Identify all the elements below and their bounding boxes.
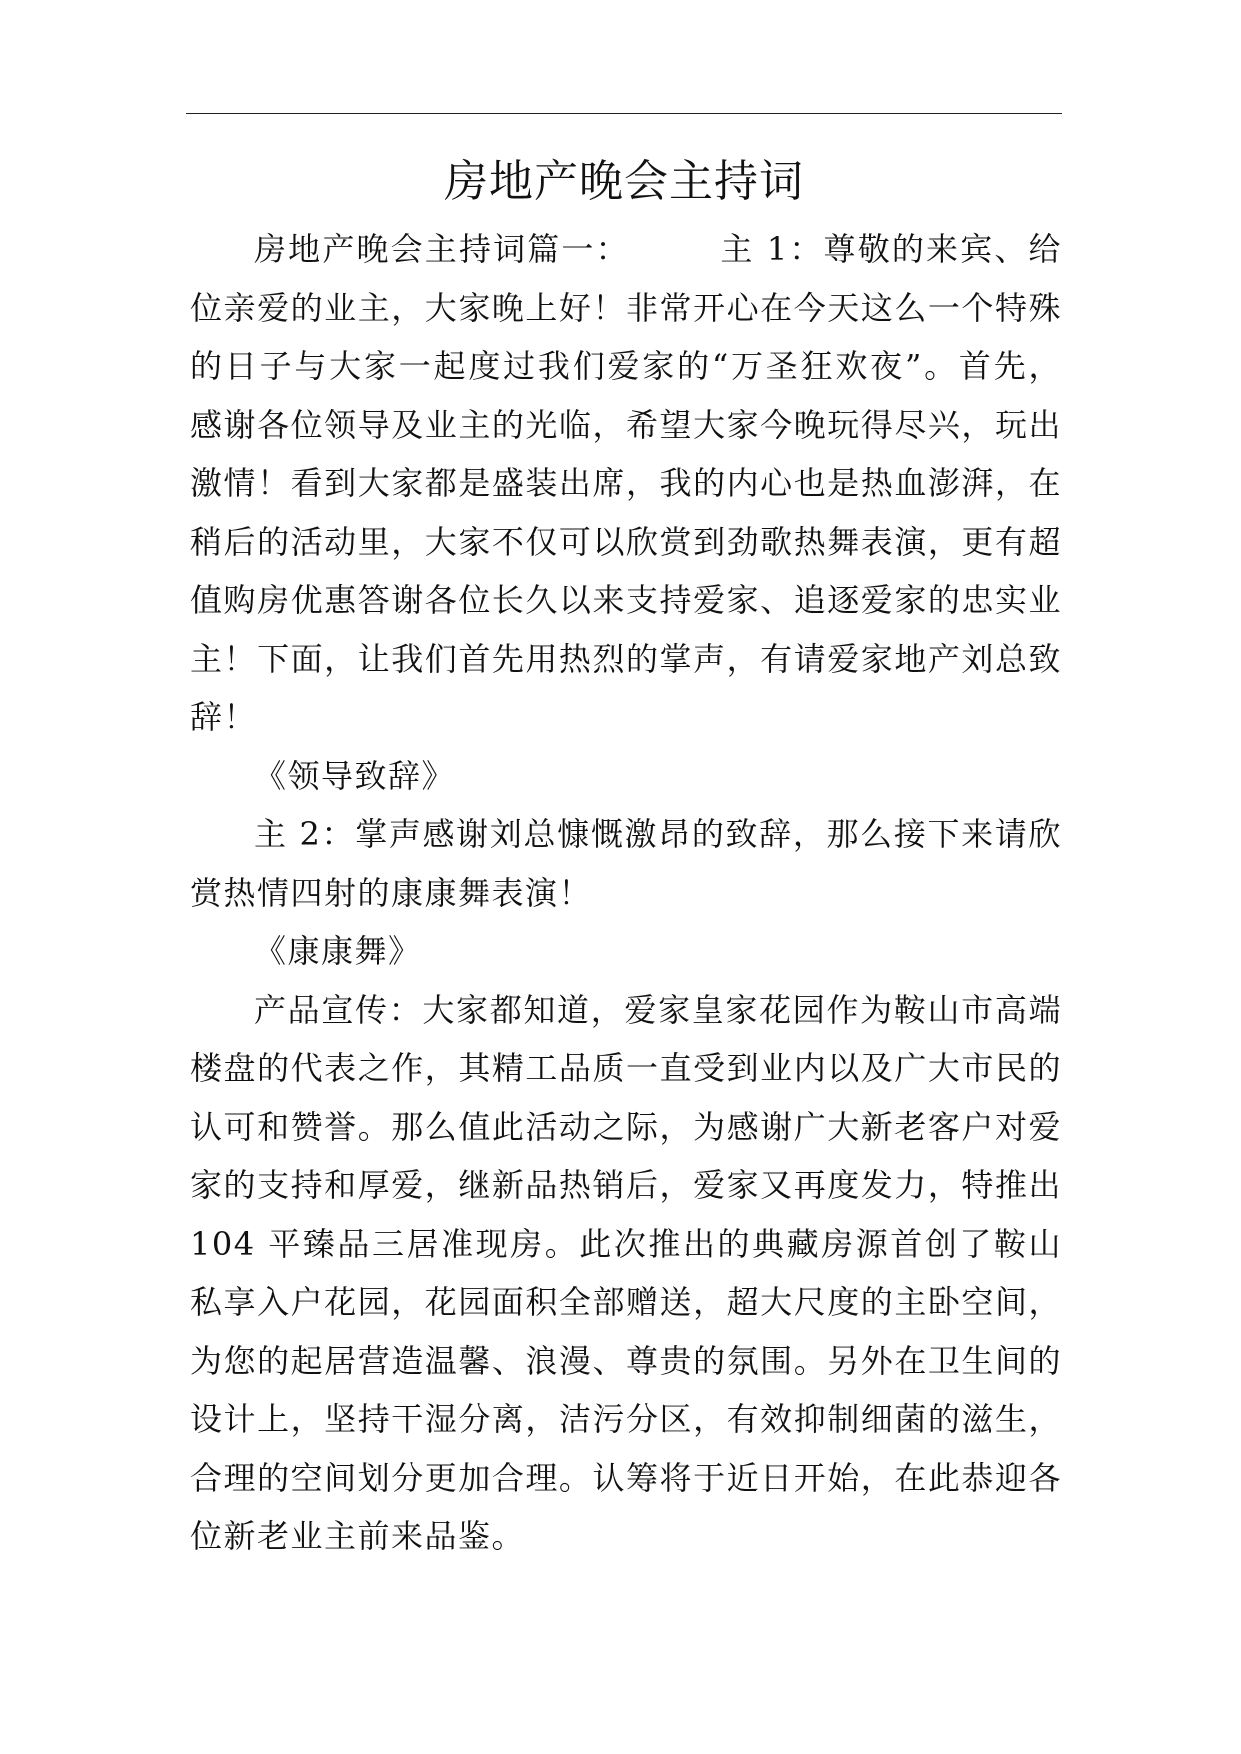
paragraph-text: 主 1：尊敬的来宾、给位亲爱的业主，大家晚上好！非常开心在今天这么一个特殊的日子与大家一起度过我们爱家的“万圣狂欢夜”。首先，感谢各位领导及业主的光临，希望大家今晚玩得尽兴，玩出激情！看到大家都是盛装出席，我的内心也是热血澎湃，在稍后的活动里，大家不仅可以欣赏到劲歌热舞表演，更有超值购房优惠答谢各位长久以来支持爱家、追逐爱家的忠实业主！下面，让我们首先用热烈的掌声，有请爱家地产刘总致辞！ — [190, 230, 1062, 736]
paragraph-lead: 房地产晚会主持词篇一： — [254, 230, 630, 268]
paragraph-product: 产品宣传：大家都知道，爱家皇家花园作为鞍山市高端楼盘的代表之作，其精工品质一直受到业内以及广大市民的认可和赞誉。那么值此活动之际，为感谢广大新老客户对爱家的支持和厚爱，继新品热销后，爱家又再度发力，特推出 104 平臻品三居准现房。此次推出的典藏房源首创了鞍山私享入户花园，花园面积全部赠送，超大尺度的主卧空间，为您的起居营造温馨、浪漫、尊贵的氛围。另外在卫生间的设计上，坚持干湿分离，洁污分区，有效抑制细菌的滋生，合理的空间划分更加合理。认筹将于近日开始，在此恭迎各位新老业主前来品鉴。 — [190, 990, 1062, 1555]
document-body — [190, 220, 1062, 1566]
header-rule — [186, 113, 1062, 114]
document-title: 房地产晚会主持词 — [444, 156, 804, 207]
paragraph-host-2: 主 2：掌声感谢刘总慷慨激昂的致辞，那么接下来请欣赏热情四射的康康舞表演！ — [190, 815, 1062, 912]
paragraph-intro — [190, 220, 1062, 747]
paragraph-cancan: 《康康舞》 — [254, 932, 422, 970]
paragraph-leader-speech: 《领导致辞》 — [254, 756, 456, 795]
